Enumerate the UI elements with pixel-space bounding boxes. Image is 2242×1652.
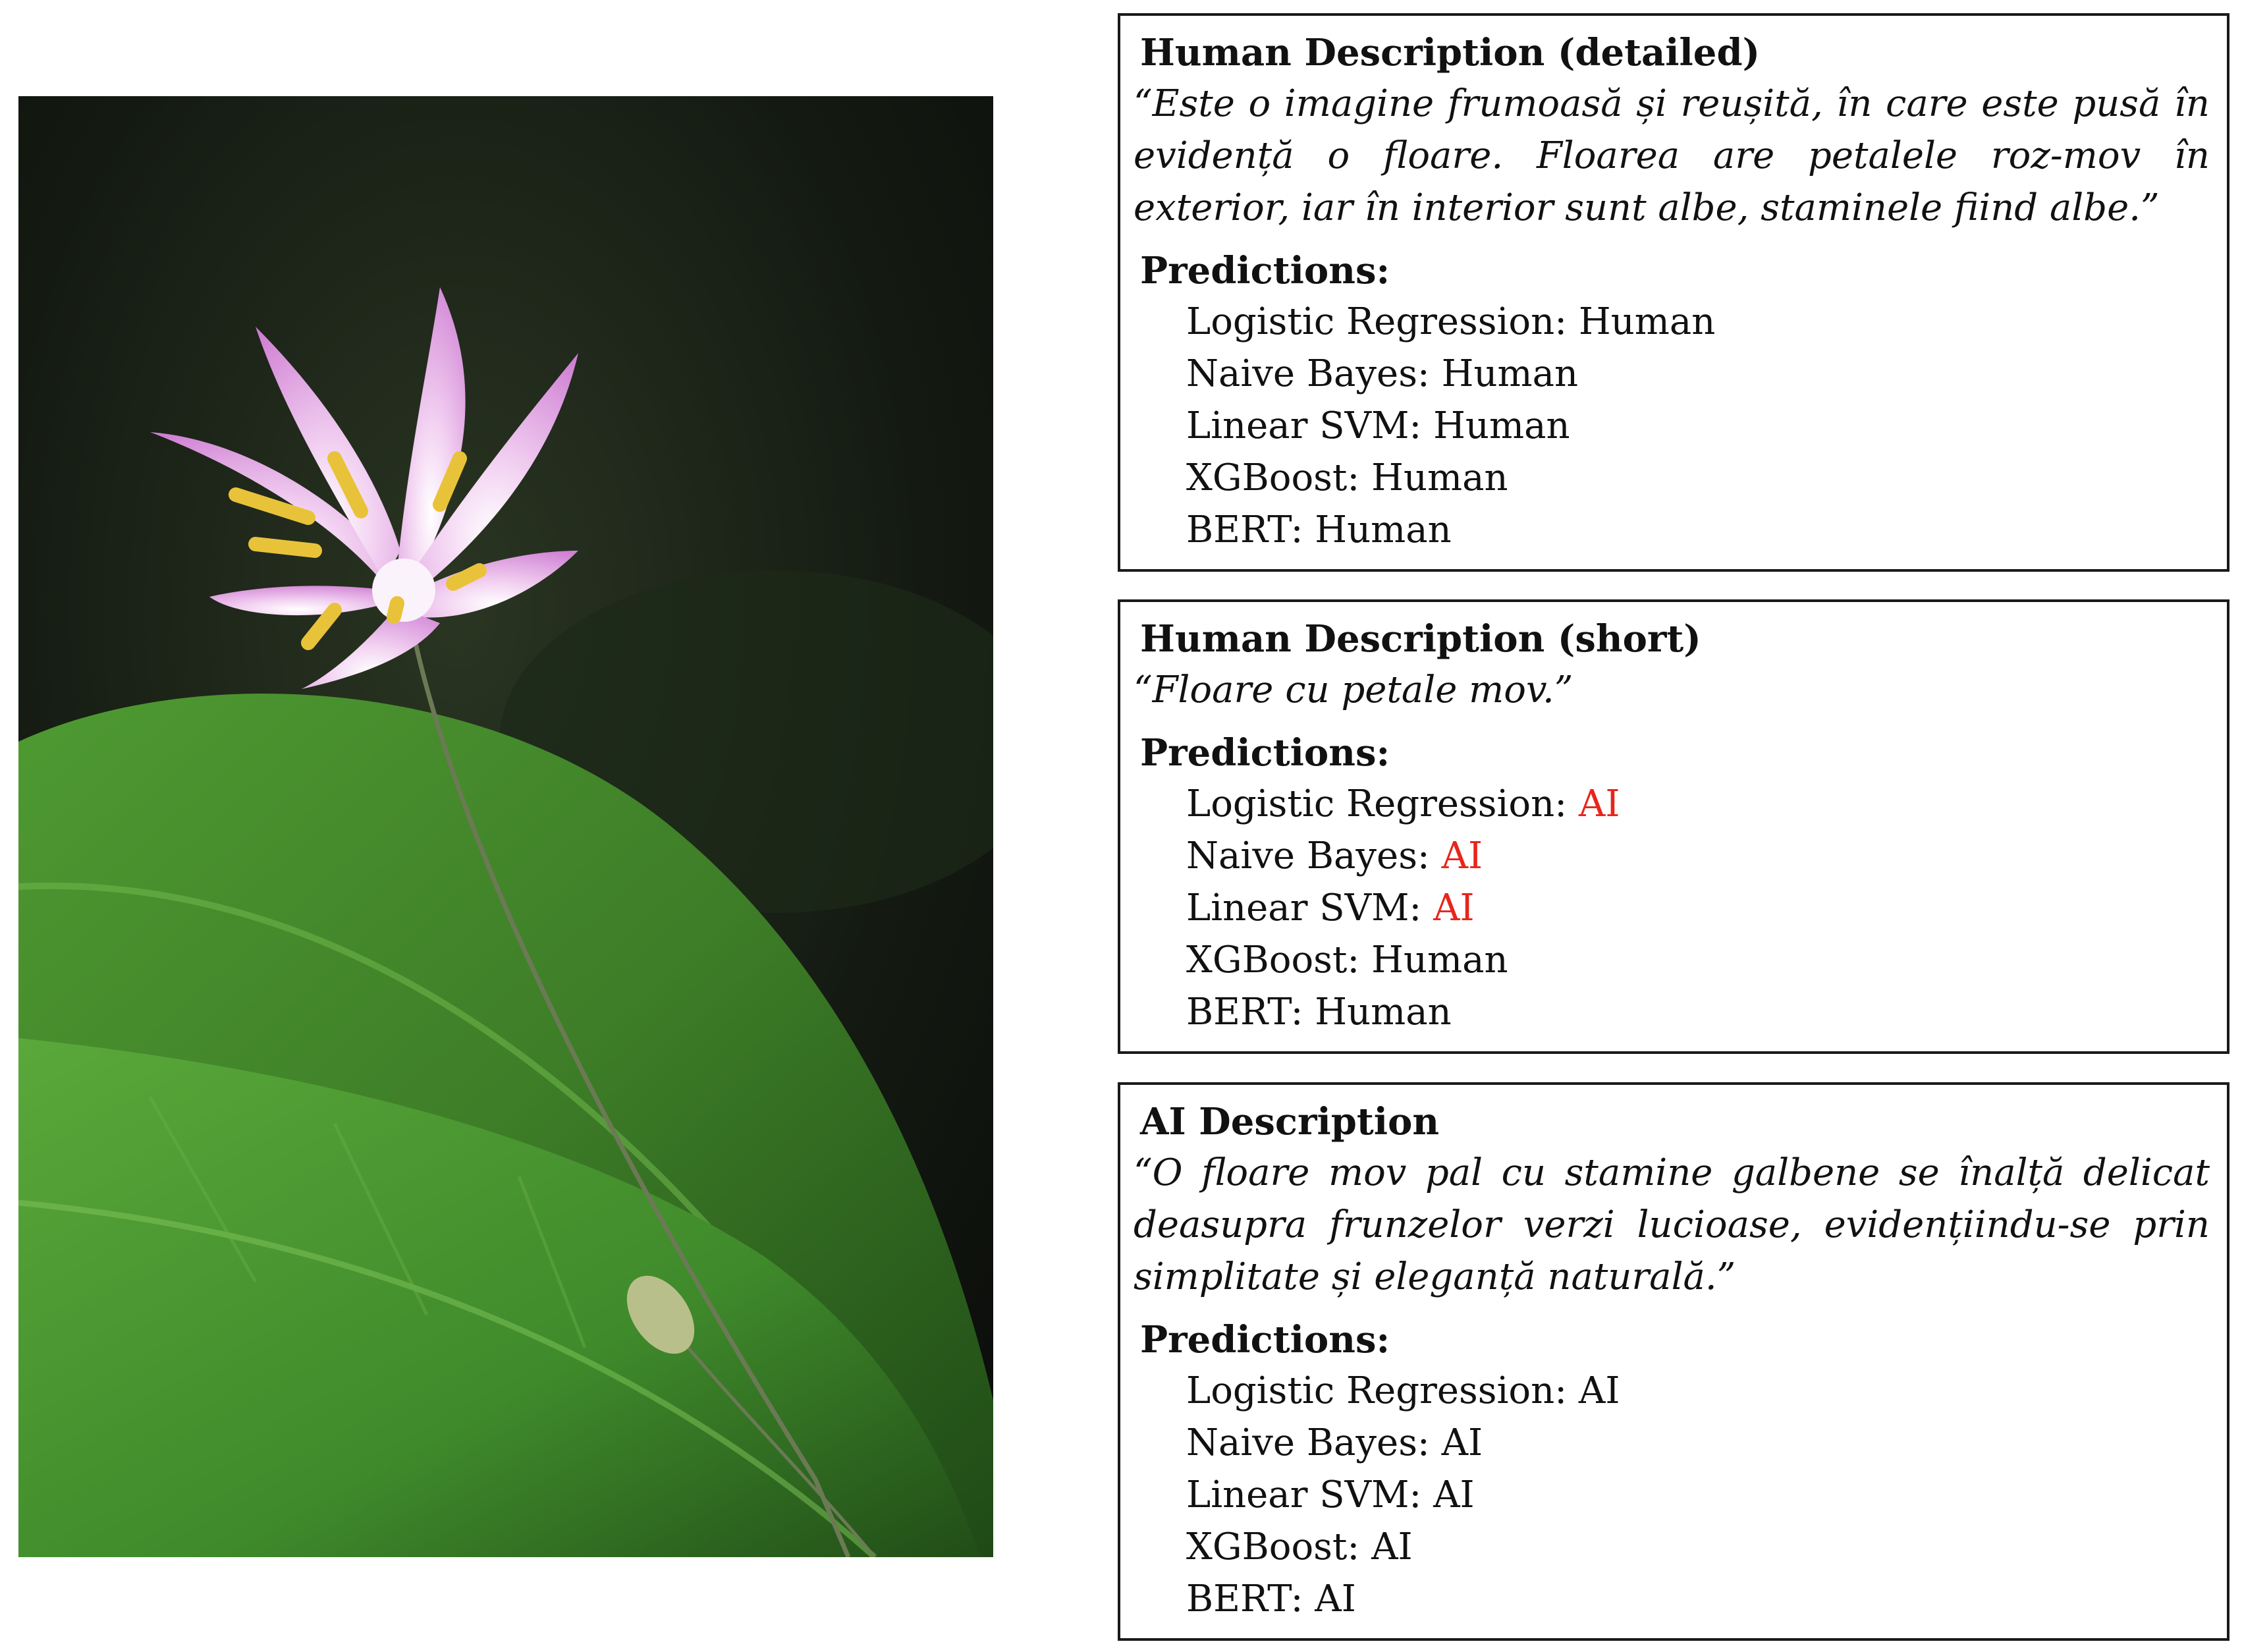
panel-quote: “Este o imagine frumoasă și reușită, în care este pusă în evidență o floare. Floarea are petalele roz-mov în exterior, iar în interior sunt albe, staminele fiind albe.”: [1134, 82, 2210, 229]
model-name: Logistic Regression:: [1186, 783, 1568, 825]
model-name: XGBoost:: [1186, 939, 1360, 981]
prediction-value-misclassified: AI: [1433, 887, 1475, 929]
prediction-row: [1186, 1573, 2210, 1625]
panel-ai-description: [1118, 1082, 2229, 1641]
prediction-value: AI: [1433, 1473, 1475, 1516]
model-name: Logistic Regression:: [1186, 300, 1568, 343]
prediction-value: Human: [1371, 939, 1508, 981]
prediction-value: AI: [1441, 1421, 1483, 1464]
model-name: Logistic Regression:: [1186, 1369, 1568, 1412]
model-name: Naive Bayes:: [1186, 835, 1430, 877]
model-name: XGBoost:: [1186, 456, 1360, 499]
model-name: Naive Bayes:: [1186, 1421, 1430, 1464]
prediction-row: [1186, 1365, 2210, 1417]
model-name: XGBoost:: [1186, 1526, 1360, 1568]
panel-title: Human Description (detailed): [1140, 31, 1761, 74]
model-name: Naive Bayes:: [1186, 352, 1430, 395]
prediction-value: Human: [1315, 509, 1452, 551]
prediction-row: [1186, 504, 2210, 556]
prediction-value: AI: [1578, 1369, 1620, 1412]
prediction-row: [1186, 1521, 2210, 1573]
prediction-value: Human: [1315, 991, 1452, 1033]
prediction-value: AI: [1371, 1526, 1413, 1568]
prediction-row: [1186, 296, 2210, 348]
prediction-value-misclassified: AI: [1578, 783, 1620, 825]
model-name: Linear SVM:: [1186, 1473, 1422, 1516]
predictions-heading: Predictions:: [1140, 731, 1390, 775]
model-name: BERT:: [1186, 991, 1303, 1033]
model-name: BERT:: [1186, 1578, 1303, 1620]
predictions-list: [1137, 1365, 2210, 1625]
prediction-row: [1186, 452, 2210, 504]
prediction-row: [1186, 400, 2210, 452]
prediction-row: [1186, 830, 2210, 882]
prediction-value: Human: [1578, 300, 1716, 343]
predictions-heading: Predictions:: [1140, 249, 1390, 292]
prediction-row: [1186, 934, 2210, 986]
prediction-row: [1186, 882, 2210, 934]
panel-quote: “O floare mov pal cu stamine galbene se înalță delicat deasupra frunzelor verzi lucioase, evidențiindu-se prin simplitate și eleganță naturală.”: [1134, 1151, 2210, 1298]
panel-human-short: [1118, 599, 2229, 1054]
predictions-list: [1137, 778, 2210, 1038]
panel-human-detailed: [1118, 13, 2229, 572]
prediction-value: Human: [1371, 456, 1508, 499]
prediction-row: [1186, 1469, 2210, 1521]
prediction-row: [1186, 348, 2210, 400]
prediction-row: [1186, 778, 2210, 830]
panel-quote: “Floare cu petale mov.”: [1134, 669, 1573, 711]
prediction-value: AI: [1315, 1578, 1356, 1620]
flower-photo: [18, 96, 993, 1557]
prediction-value: Human: [1441, 352, 1579, 395]
model-name: Linear SVM:: [1186, 887, 1422, 929]
prediction-row: [1186, 986, 2210, 1038]
panel-title: Human Description (short): [1140, 617, 1701, 661]
predictions-list: [1137, 296, 2210, 556]
prediction-row: [1186, 1417, 2210, 1469]
model-name: BERT:: [1186, 509, 1303, 551]
flower-photo-illustration: [18, 96, 993, 1557]
predictions-heading: Predictions:: [1140, 1318, 1390, 1362]
prediction-value: Human: [1433, 404, 1570, 447]
panel-title: AI Description: [1140, 1100, 1440, 1143]
prediction-value-misclassified: AI: [1441, 835, 1483, 877]
model-name: Linear SVM:: [1186, 404, 1422, 447]
